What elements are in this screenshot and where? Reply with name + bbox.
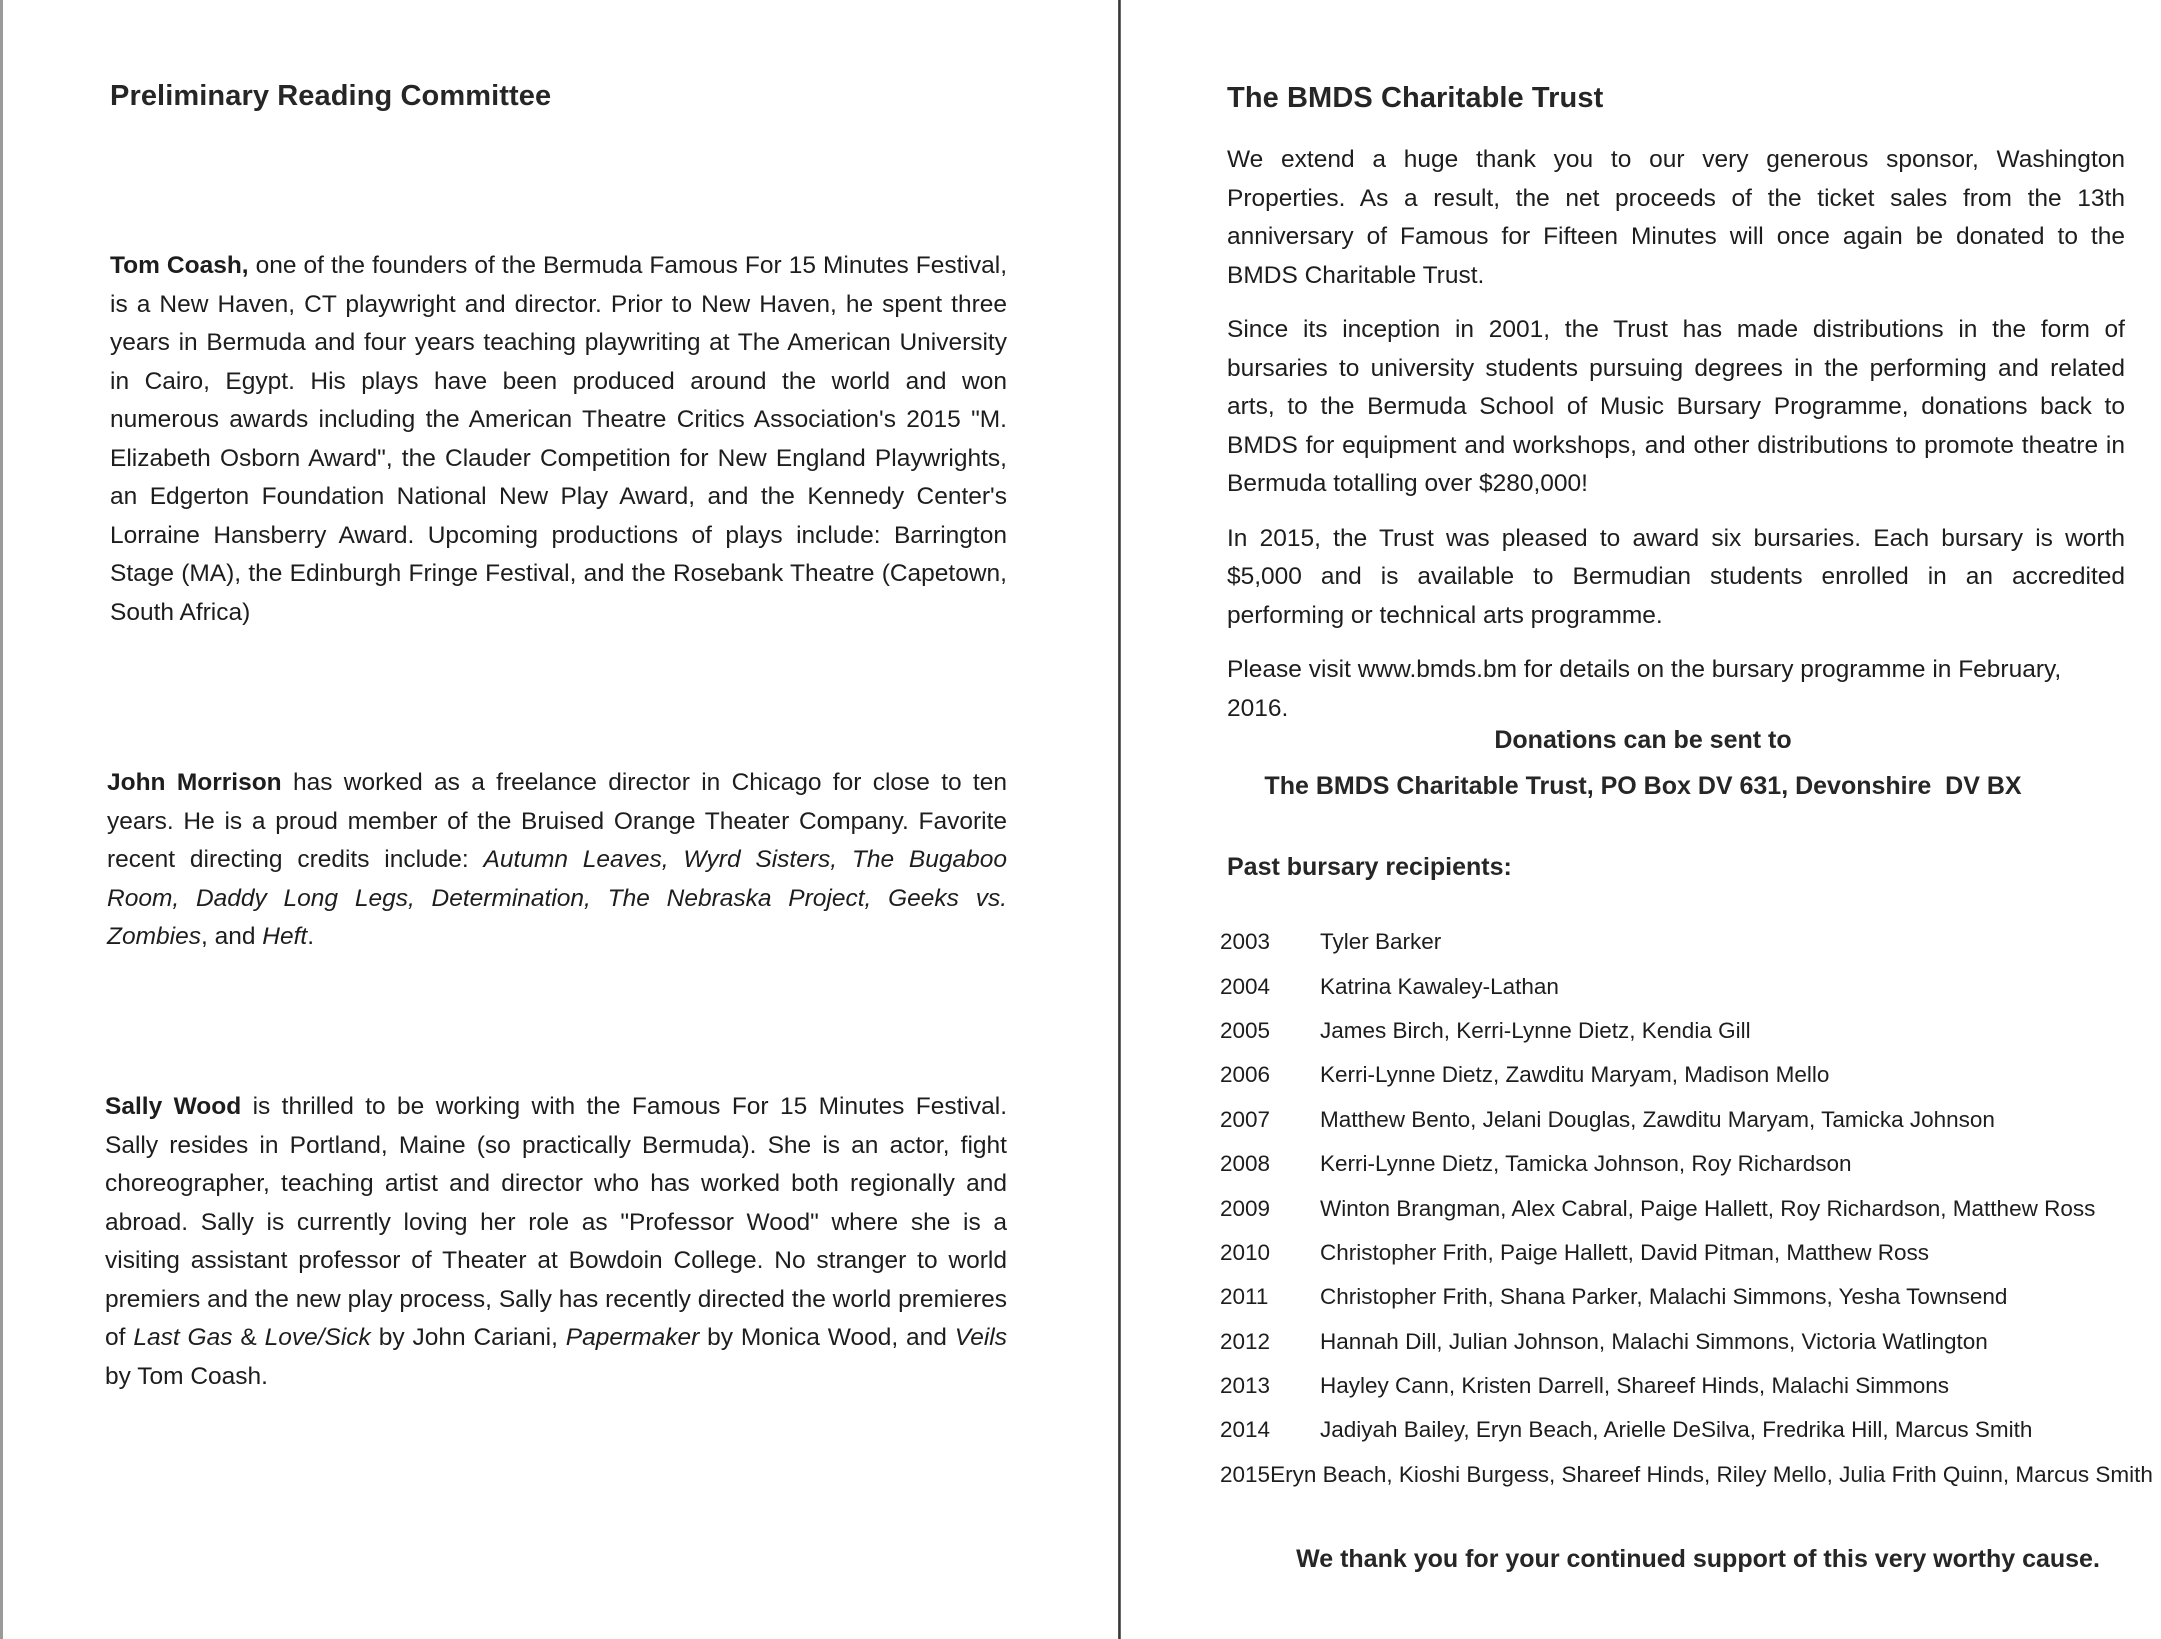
recipient-row [1220, 1186, 2120, 1230]
recipient-year: 2012 [1220, 1328, 1271, 1354]
trust-title: The BMDS Charitable Trust [1227, 82, 1604, 114]
recipient-names: Christopher Frith, Shana Parker, Malachi Simmons, Yesha Townsend [1320, 1284, 2008, 1310]
recipient-year: 2011 [1220, 1284, 1269, 1310]
recipient-year: 2015 [1220, 1461, 1271, 1487]
bio-segment: one of the founders of the Bermuda Famous For 15 Minutes Festival, is a New Haven, CT playwright and director. Prior to New Haven, he spent three years in Bermuda and four years teaching playwriting at The American University in Cairo, Egypt. His plays have been produced around the world and won numerous awards including the American Theatre Critics Association's 2015 "M. Elizabeth Osborn Award", the Clauder Competition for New England Playwrights, an Edgerton Foundation National New Play Award, and the Kennedy Center's Lorraine Hansberry Award. Upcoming productions of plays include: Barrington Stage (MA), the Edinburgh Fringe Festival, and the Rosebank Theatre (Capetown, South Africa) [110, 252, 1007, 626]
title-italic: Autumn Leaves, Wyrd Sisters, The Bugaboo Room, Daddy Long Legs, Determination, The Nebraska Project, Geeks vs. Zombies [107, 846, 1007, 950]
trust-paragraph: Please visit www.bmds.bm for details on the bursary programme in February, 2016. [1227, 656, 2062, 722]
recipient-year: 2007 [1220, 1106, 1271, 1132]
recipient-names: Jadiyah Bailey, Eryn Beach, Arielle DeSilva, Fredrika Hill, Marcus Smith [1320, 1417, 2033, 1443]
trust-paragraphs [1227, 141, 2125, 744]
bio-sally-wood [105, 1088, 1007, 1396]
bio-text [105, 1088, 1007, 1396]
recipient-row [1220, 1098, 2120, 1142]
recipient-names: Tyler Barker [1320, 929, 1442, 955]
recipient-names: Eryn Beach, Kioshi Burgess, Shareef Hinds, Riley Mello, Julia Frith Quinn, Marcus Smith [1270, 1461, 2153, 1487]
title-italic: Love/Sick [264, 1324, 371, 1351]
title-italic: Veils [954, 1324, 1007, 1351]
recipient-row [1220, 1408, 2120, 1452]
recipient-year: 2014 [1220, 1417, 1271, 1443]
bio-name: Tom Coash, [110, 252, 249, 279]
title-italic: Last Gas [133, 1324, 233, 1351]
bio-segment: by Tom Coash. [105, 1362, 268, 1390]
bio-text [107, 764, 1007, 957]
recipient-year: 2013 [1220, 1373, 1271, 1399]
recipient-names: Hannah Dill, Julian Johnson, Malachi Simmons, Victoria Watlington [1320, 1328, 1988, 1354]
recipient-row [1220, 920, 2120, 964]
recipient-row [1220, 1142, 2120, 1186]
recipient-names: Kerri-Lynne Dietz, Zawditu Maryam, Madison Mello [1320, 1062, 1830, 1088]
recipient-year: 2010 [1220, 1239, 1271, 1265]
recipient-year: 2008 [1220, 1151, 1271, 1177]
recipient-names: Kerri-Lynne Dietz, Tamicka Johnson, Roy Richardson [1320, 1151, 1852, 1177]
bio-segment: by Monica Wood, and [699, 1324, 955, 1351]
bio-segment: is thrilled to be working with the Famous For 15 Minutes Festival. Sally resides in Portland, Maine (so practically Bermuda). She is an actor, fight choreographer, teaching artist and director who has worked both regionally and abroad. Sally is currently loving her role as "Professor Wood" where she is a visiting assistant professor of Theater at Bowdoin College. No stranger to world premiers and the new play process, Sally has recently directed the world premieres of [105, 1093, 1007, 1351]
recipient-row [1220, 1453, 2153, 1497]
recipient-row [1220, 1053, 2120, 1097]
bio-segment: by John Cariani, [370, 1324, 566, 1351]
past-recipients-heading: Past bursary recipients: [1227, 853, 1512, 881]
donations-address: The BMDS Charitable Trust, PO Box DV 631, Devonshire DV BX [1264, 772, 2022, 800]
recipient-row [1220, 1320, 2120, 1364]
bio-name: John Morrison [107, 769, 282, 796]
recipients-list [1220, 920, 2153, 1497]
bio-segment: has worked as a freelance director in Chicago for close to ten years. He is a proud member of the Bruised Orange Theater Company. Favorite recent directing credits include: [107, 769, 1007, 873]
recipient-names: Christopher Frith, Paige Hallett, David Pitman, Matthew Ross [1320, 1239, 1929, 1265]
recipient-year: 2005 [1220, 1017, 1271, 1043]
title-italic: Papermaker [565, 1324, 700, 1351]
donations-heading: Donations can be sent to [1494, 726, 1792, 754]
trust-paragraph: Since its inception in 2001, the Trust has made distributions in the form of bursaries to university students pursuing degrees in the performing and related arts, to the Bermuda School of Music Bursary Programme, donations back to BMDS for equipment and workshops, and other distributions to promote theatre in Bermuda totalling over $280,000! [1227, 316, 2125, 497]
bio-tom-coash [110, 247, 1007, 632]
bio-segment: . [307, 923, 315, 950]
closing-line: We thank you for your continued support of this very worthy cause. [1296, 1545, 2100, 1573]
committee-title: Preliminary Reading Committee [110, 80, 552, 112]
recipient-names: Matthew Bento, Jelani Douglas, Zawditu Maryam, Tamicka Johnson [1320, 1106, 1995, 1132]
trust-paragraph: In 2015, the Trust was pleased to award six bursaries. Each bursary is worth $5,000 and is available to Bermudian students enrolled in an accredited performing or technical arts programme. [1227, 524, 2125, 629]
recipient-year: 2003 [1220, 929, 1271, 955]
bio-segment: , and [200, 923, 263, 950]
bio-segment: & [232, 1324, 265, 1351]
recipient-row [1220, 1009, 2120, 1053]
recipient-year: 2004 [1220, 973, 1271, 999]
page-fold [1118, 0, 1121, 1639]
recipient-row [1220, 964, 2120, 1008]
recipient-names: Katrina Kawaley-Lathan [1320, 973, 1559, 999]
trust-paragraph: We extend a huge thank you to our very generous sponsor, Washington Properties. As a result, the net proceeds of the ticket sales from the 13th anniversary of Famous for Fifteen Minutes will once again be donated to the BMDS Charitable Trust. [1227, 146, 2125, 289]
recipient-year: 2009 [1220, 1195, 1271, 1221]
recipient-row [1220, 1364, 2120, 1408]
recipient-names: Winton Brangman, Alex Cabral, Paige Hallett, Roy Richardson, Matthew Ross [1320, 1195, 2096, 1221]
bio-name: Sally Wood [105, 1093, 242, 1120]
recipient-names: Hayley Cann, Kristen Darrell, Shareef Hinds, Malachi Simmons [1320, 1373, 1949, 1399]
bio-john-morrison [107, 764, 1007, 957]
recipient-row [1220, 1275, 2120, 1319]
recipient-row [1220, 1231, 2120, 1275]
recipient-names: James Birch, Kerri-Lynne Dietz, Kendia Gill [1320, 1017, 1751, 1043]
bio-text [110, 247, 1007, 632]
title-italic: Heft [262, 923, 308, 950]
recipient-year: 2006 [1220, 1062, 1271, 1088]
